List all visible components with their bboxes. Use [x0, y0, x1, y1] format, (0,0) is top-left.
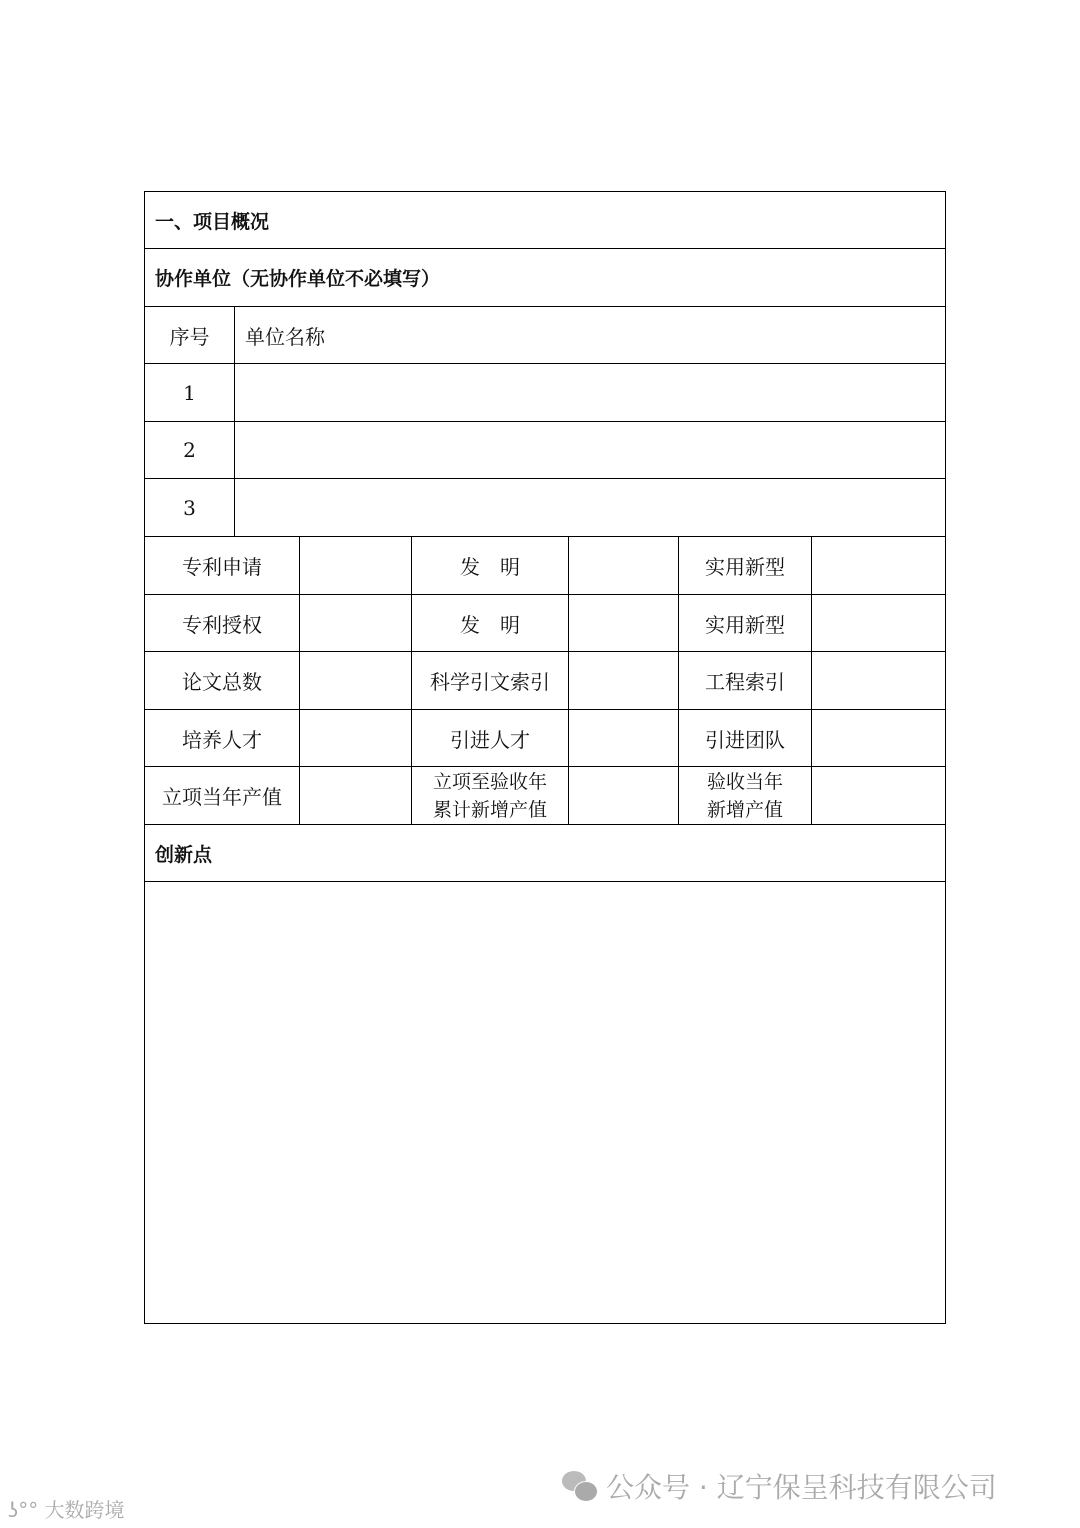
stat-label: 科学引文索引: [411, 651, 569, 710]
seq-number: 2: [144, 421, 235, 479]
stat-value-input[interactable]: [568, 651, 679, 710]
stat-value-input[interactable]: [568, 536, 679, 595]
stat-value-input[interactable]: [568, 594, 679, 652]
stat-label: 立项至验收年 累计新增产值: [411, 766, 569, 825]
wechat-icon: [562, 1471, 598, 1501]
stat-label: 专利申请: [144, 536, 300, 595]
unit-name-input[interactable]: [234, 363, 946, 422]
stat-label: 培养人才: [144, 709, 300, 767]
stat-label: 验收当年 新增产值: [678, 766, 812, 825]
stat-value-input[interactable]: [811, 651, 946, 710]
unit-name-header: 单位名称: [234, 306, 946, 364]
stat-label: 实用新型: [678, 594, 812, 652]
stat-value-input[interactable]: [811, 766, 946, 825]
section-title: 一、项目概况: [144, 191, 946, 249]
stat-label: 实用新型: [678, 536, 812, 595]
unit-name-input[interactable]: [234, 478, 946, 537]
stat-value-input[interactable]: [299, 651, 412, 710]
wechat-watermark: 公众号 · 辽宁保呈科技有限公司: [562, 1466, 997, 1506]
stat-value-input[interactable]: [568, 709, 679, 767]
stat-label: 专利授权: [144, 594, 300, 652]
unit-name-input[interactable]: [234, 421, 946, 479]
stat-label: 立项当年产值: [144, 766, 300, 825]
stat-label: 引进团队: [678, 709, 812, 767]
brand-watermark: ʖ°° 大数跨境: [8, 1498, 125, 1522]
seq-header: 序号: [144, 306, 235, 364]
seq-number: 1: [144, 363, 235, 422]
stat-label: 引进人才: [411, 709, 569, 767]
collab-section-title: 协作单位（无协作单位不必填写）: [144, 248, 946, 307]
stat-label: 论文总数: [144, 651, 300, 710]
stat-value-input[interactable]: [811, 594, 946, 652]
stat-label: 发 明: [411, 594, 569, 652]
stat-value-input[interactable]: [299, 594, 412, 652]
stat-label: 发 明: [411, 536, 569, 595]
seq-number: 3: [144, 478, 235, 537]
stat-value-input[interactable]: [299, 766, 412, 825]
stat-value-input[interactable]: [811, 709, 946, 767]
brand-logo-icon: ʖ°°: [8, 1498, 45, 1522]
stat-value-input[interactable]: [568, 766, 679, 825]
stat-value-input[interactable]: [811, 536, 946, 595]
stat-value-input[interactable]: [299, 536, 412, 595]
stat-value-input[interactable]: [299, 709, 412, 767]
innovation-title: 创新点: [144, 824, 946, 882]
innovation-textarea[interactable]: [144, 881, 946, 1324]
stat-label: 工程索引: [678, 651, 812, 710]
